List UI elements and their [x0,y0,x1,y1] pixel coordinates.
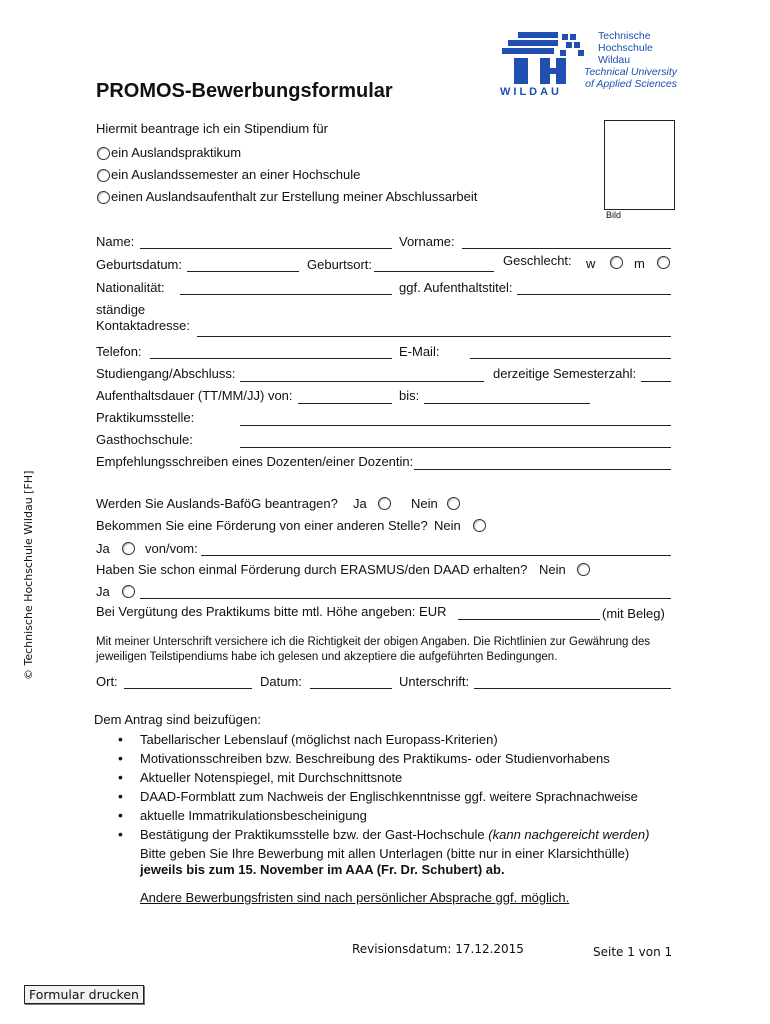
studiengang-label: Studiengang/Abschluss: [96,366,236,381]
aufenthaltstitel-label: ggf. Aufenthaltstitel: [399,280,513,295]
option-radio-praktikum[interactable] [97,147,110,160]
attachment-item [118,770,649,789]
bafoeg-nein-label: Nein [411,496,438,511]
unterschrift-label: Unterschrift: [399,674,470,689]
logo-line: Hochschule [598,42,653,54]
foerderung-question: Bekommen Sie eine Förderung von einer anderen Stelle? [96,518,428,533]
intro-text: Hiermit beantrage ich ein Stipendium für [96,121,328,136]
logo-line: Technical University [584,66,677,78]
empfehlung-field[interactable] [414,469,671,470]
ort-label: Ort: [96,674,118,689]
attachment-note: (kann nachgereicht werden) [488,827,650,842]
attachments-list [118,732,649,846]
erasmus-ja-label: Ja [96,584,110,599]
photo-box[interactable] [604,120,675,210]
erasmus-ja-radio[interactable] [122,585,135,598]
email-field[interactable] [470,358,671,359]
logo-text-italic [584,66,677,90]
foerderung-nein-radio[interactable] [473,519,486,532]
semesterzahl-label: derzeitige Semesterzahl: [493,366,637,381]
ort-field[interactable] [124,688,252,689]
aufenthaltsdauer-label: Aufenthaltsdauer (TT/MM/JJ) von: [96,388,293,403]
mit-beleg-label: (mit Beleg) [602,606,665,621]
print-form-button[interactable]: Formular drucken [24,985,144,1004]
telefon-field[interactable] [150,358,392,359]
aufenthaltstitel-field[interactable] [517,294,671,295]
gender-m-radio[interactable] [657,256,670,269]
option-label: ein Auslandssemester an einer Hochschule [111,167,361,182]
attachment-item [118,751,649,770]
deadline-line-2: jeweils bis zum 15. November im AAA (Fr. Dr. Schubert) ab. [140,862,505,877]
vorname-field[interactable] [462,248,671,249]
declaration-line-1: Mit meiner Unterschrift versichere ich die Richtigkeit der obigen Angaben. Die Richtlinien zur Gewährung des [96,636,651,648]
page-number: Seite 1 von 1 [593,945,673,959]
semesterzahl-field[interactable] [641,381,671,382]
attachments-heading: Dem Antrag sind beizufügen: [94,712,261,727]
vonvom-label: von/vom: [145,541,198,556]
kontakt-label-2: Kontaktadresse: [96,318,190,333]
vonvom-field[interactable] [201,555,671,556]
bis-label: bis: [399,388,420,403]
erasmus-nein-label: Nein [539,562,566,577]
bafoeg-ja-label: Ja [353,496,367,511]
declaration-line-2: jeweiligen Teilstipendiums habe ich gelesen und akzeptiere die aufgeführten Bedingungen. [96,651,558,663]
bafoeg-question: Werden Sie Auslands-BaföG beantragen? [96,496,338,511]
bafoeg-ja-radio[interactable] [378,497,391,510]
attachment-item [118,789,649,808]
attachment-text: Motivationsschreiben bzw. Beschreibung des Praktikums- oder Studienvorhabens [140,751,610,766]
verguetung-field[interactable] [458,619,600,620]
attachment-item [118,808,649,827]
nationalitaet-field[interactable] [180,294,392,295]
studiengang-field[interactable] [240,381,484,382]
attachment-text: Tabellarischer Lebenslauf (möglichst nach Europass-Kriterien) [140,732,498,747]
attachment-item [118,732,649,751]
geschlecht-label: Geschlecht: [503,253,572,268]
nationalitaet-label: Nationalität: [96,280,165,295]
email-label: E-Mail: [399,344,440,359]
attachment-text: DAAD-Formblatt zum Nachweis der Englischkenntnisse ggf. weitere Sprachnachweise [140,789,638,804]
gender-w-radio[interactable] [610,256,623,269]
th-wildau-logo [500,30,590,100]
geburtsort-label: Geburtsort: [307,257,373,272]
name-field[interactable] [140,248,392,249]
geburtsort-field[interactable] [374,271,494,272]
verguetung-question: Bei Vergütung des Praktikums bitte mtl. Höhe angeben: EUR [96,604,447,619]
geburtsdatum-field[interactable] [187,271,299,272]
unterschrift-field[interactable] [474,688,671,689]
photo-label: Bild [606,210,622,220]
option-radio-semester[interactable] [97,169,110,182]
deadline-line-1: Bitte geben Sie Ihre Bewerbung mit allen Unterlagen (bitte nur in einer Klarsichthülle) [140,846,630,861]
attachment-text: Aktueller Notenspiegel, mit Durchschnittsnote [140,770,403,785]
telefon-label: Telefon: [96,344,142,359]
kontakt-label-1: ständige [96,302,146,317]
option-label: ein Auslandspraktikum [111,145,242,160]
logo-line: Technische [598,30,651,42]
attachment-text: aktuelle Immatrikulationsbescheinigung [140,808,367,823]
geburtsdatum-label: Geburtsdatum: [96,257,182,272]
datum-field[interactable] [310,688,392,689]
logo-wordmark: WILDAU [500,86,562,98]
erasmus-detail-field[interactable] [140,598,671,599]
praktikumsstelle-label: Praktikumsstelle: [96,410,195,425]
gasthochschule-label: Gasthochschule: [96,432,193,447]
page-title: PROMOS-Bewerbungsformular [96,80,393,102]
option-label: einen Auslandsaufenthalt zur Erstellung meiner Abschlussarbeit [111,189,478,204]
foerderung-nein-label: Nein [434,518,461,533]
attachment-item [118,827,649,846]
other-deadlines: Andere Bewerbungsfristen sind nach persönlicher Absprache ggf. möglich. [140,890,570,905]
aufenthalt-von-field[interactable] [298,403,392,404]
foerderung-ja-label: Ja [96,541,110,556]
name-label: Name: [96,234,135,249]
erasmus-nein-radio[interactable] [577,563,590,576]
foerderung-ja-radio[interactable] [122,542,135,555]
m-label: m [634,256,645,271]
praktikumsstelle-field[interactable] [240,425,671,426]
logo-text [598,30,653,66]
vorname-label: Vorname: [399,234,455,249]
datum-label: Datum: [260,674,302,689]
revision-date: Revisionsdatum: 17.12.2015 [352,942,524,956]
w-label: w [586,256,596,271]
logo-line: of Applied Sciences [585,78,677,90]
gasthochschule-field[interactable] [240,447,671,448]
erasmus-question: Haben Sie schon einmal Förderung durch ERASMUS/den DAAD erhalten? [96,562,528,577]
logo-line: Wildau [598,54,631,66]
attachment-text: Bestätigung der Praktikumsstelle bzw. der Gast-Hochschule [140,827,485,842]
bafoeg-nein-radio[interactable] [447,497,460,510]
copyright-vertical: © Technische Hochschule Wildau [FH] [22,470,35,680]
option-radio-abschlussarbeit[interactable] [97,191,110,204]
kontaktadresse-field[interactable] [197,336,671,337]
aufenthalt-bis-field[interactable] [424,403,590,404]
empfehlung-label: Empfehlungsschreiben eines Dozenten/einer Dozentin: [96,454,414,469]
